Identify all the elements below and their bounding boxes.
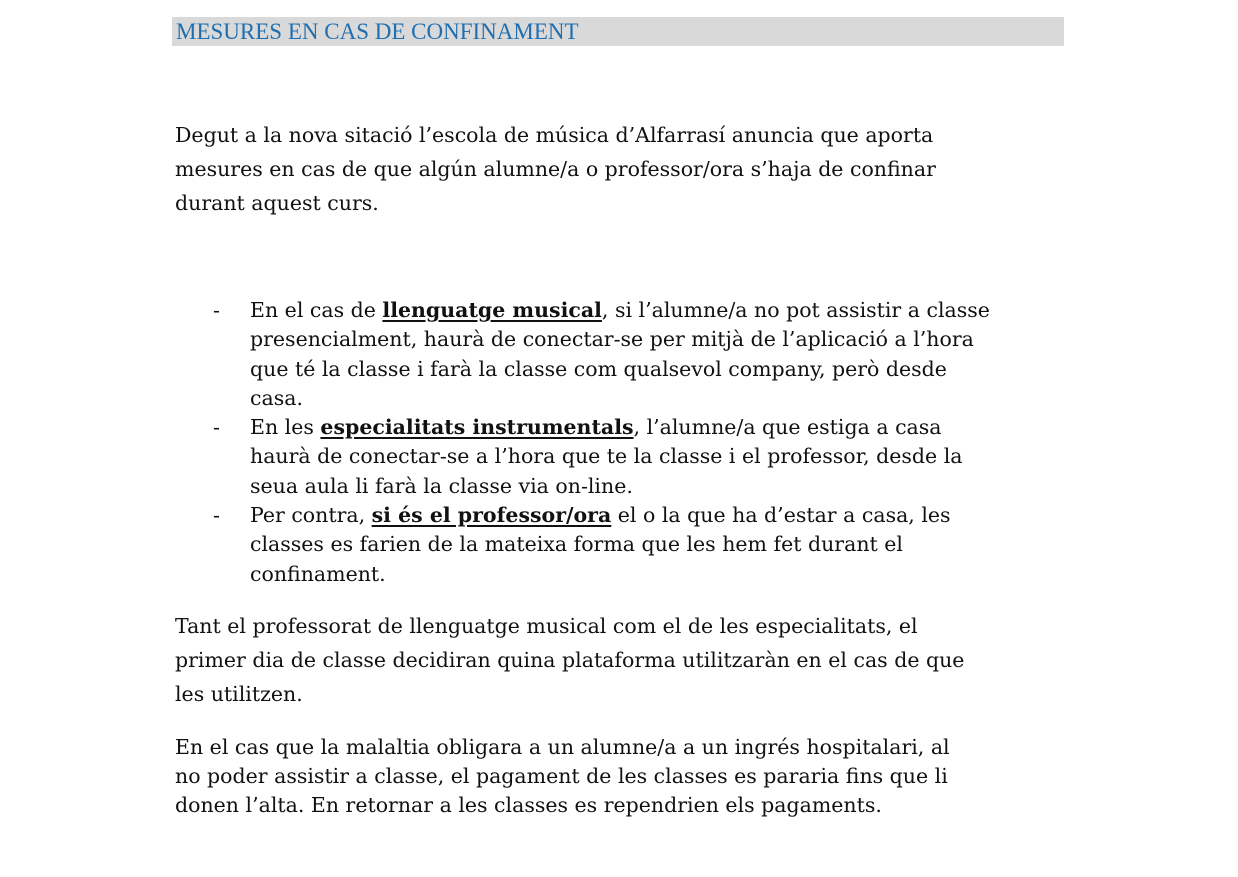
list-item-first-line bbox=[250, 413, 1065, 442]
heading-bar bbox=[172, 17, 1064, 46]
list-bullet: - bbox=[213, 415, 220, 440]
list-bullet: - bbox=[213, 298, 220, 322]
intro-line: durant aquest curs. bbox=[175, 191, 379, 215]
paragraph-line: no poder assistir a classe, el pagament de les classes es pararia fins que li bbox=[175, 764, 948, 788]
list-item-line: que té la classe i farà la classe com qualsevol company, però desde bbox=[250, 356, 947, 381]
list-item-line: presencialment, haurà de conectar-se per mitjà de l’aplicació a l’hora bbox=[250, 327, 974, 352]
list-item-instrumental bbox=[175, 413, 1065, 501]
paragraph-line: primer dia de classe decidiran quina plataforma utilitzaràn en el cas de que bbox=[175, 648, 965, 672]
text-segment: , si l’alumne/a no pot assistir a classe bbox=[601, 298, 990, 322]
list-item-first-line bbox=[250, 296, 1065, 325]
list-item-line: casa. bbox=[250, 385, 303, 410]
illness-paragraph bbox=[175, 733, 1065, 820]
paragraph-line: donen l’alta. En retornar a les classes es rependrien els pagaments. bbox=[175, 793, 882, 817]
paragraph-line: En el cas que la malaltia obligara a un alumne/a a un ingrés hospitalari, al bbox=[175, 735, 950, 759]
text-segment: Per contra, bbox=[250, 503, 372, 528]
list-item-line: haurà de conectar-se a l’hora que te la classe i el professor, desde la bbox=[250, 444, 963, 469]
emphasis-text: especialitats instrumentals bbox=[320, 415, 634, 440]
text-segment: , l’alumne/a que estiga a casa bbox=[633, 415, 942, 440]
intro-line: Degut a la nova sitació l’escola de música d’Alfarrasí anuncia que aporta bbox=[175, 123, 934, 147]
intro-paragraph bbox=[175, 118, 1065, 220]
text-segment: En el cas de bbox=[250, 298, 383, 322]
intro-line: mesures en cas de que algún alumne/a o professor/ora s’haja de confinar bbox=[175, 157, 936, 181]
text-segment: el o la que ha d’estar a casa, les bbox=[611, 503, 951, 528]
list-bullet: - bbox=[213, 503, 220, 528]
paragraph-line: Tant el professorat de llenguatge musical com el de les especialitats, el bbox=[175, 614, 918, 638]
text-segment: En les bbox=[250, 415, 321, 440]
list-item-language bbox=[175, 296, 1065, 413]
list-item-first-line bbox=[250, 501, 1065, 530]
list-item-teacher bbox=[175, 501, 1065, 589]
emphasis-text: llenguatge musical bbox=[382, 298, 602, 322]
paragraph-line: les utilitzen. bbox=[175, 682, 303, 706]
list-item-line: seua aula li farà la classe via on-line. bbox=[250, 473, 633, 498]
page-title: MESURES EN CAS DE CONFINAMENT bbox=[176, 19, 579, 44]
list-item-line: confinament. bbox=[250, 561, 386, 586]
platform-paragraph bbox=[175, 609, 1065, 711]
list-item-line: classes es farien de la mateixa forma que les hem fet durant el bbox=[250, 532, 903, 557]
measures-list bbox=[175, 296, 1065, 589]
emphasis-text: si és el professor/ora bbox=[371, 503, 612, 528]
